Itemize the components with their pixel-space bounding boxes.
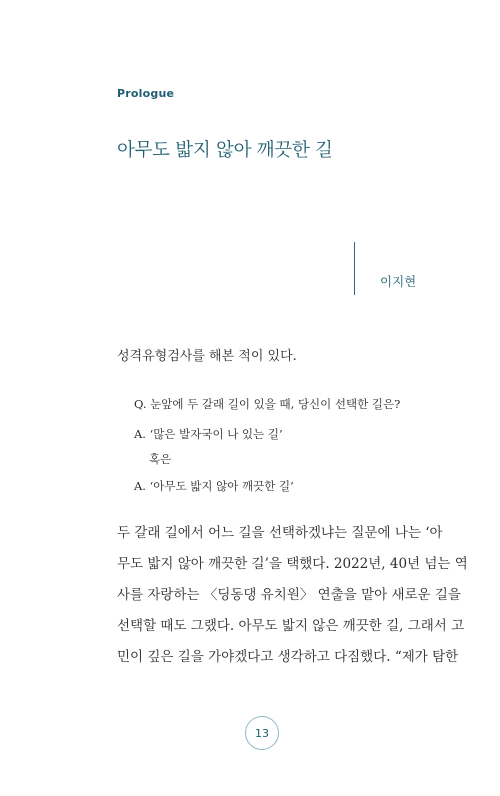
body-line: 두 갈래 길에서 어느 길을 선택하겠냐는 질문에 나는 ‘아 bbox=[117, 525, 443, 541]
author-name: 이지현 bbox=[380, 274, 417, 289]
qa-or: 혹은 bbox=[149, 452, 172, 466]
page-number: 13 bbox=[245, 716, 279, 750]
lead-sentence: 성격유형검사를 해본 적이 있다. bbox=[117, 349, 297, 364]
chapter-title: 아무도 밟지 않아 깨끗한 길 bbox=[117, 140, 333, 161]
section-label: Prologue bbox=[117, 87, 175, 100]
body-line: 사를 자랑하는 〈딩동댕 유치원〉 연출을 맡아 새로운 길을 bbox=[117, 587, 461, 603]
qa-question: Q. 눈앞에 두 갈래 길이 있을 때, 당신이 선택한 길은? bbox=[134, 397, 401, 411]
body-line: 선택할 때도 그랬다. 아무도 밟지 않은 깨끗한 길, 그래서 고 bbox=[117, 618, 465, 634]
body-line: 민이 깊은 길을 가야겠다고 생각하고 다짐했다. “제가 탐한 bbox=[117, 649, 459, 665]
body-line: 무도 밟지 않아 깨끗한 길’을 택했다. 2022년, 40년 넘는 역 bbox=[117, 556, 468, 572]
author-divider bbox=[354, 242, 355, 295]
qa-answer-1: A. ‘많은 발자국이 나 있는 길’ bbox=[134, 427, 283, 441]
qa-answer-2: A. ‘아무도 밟지 않아 깨끗한 길’ bbox=[134, 479, 294, 493]
